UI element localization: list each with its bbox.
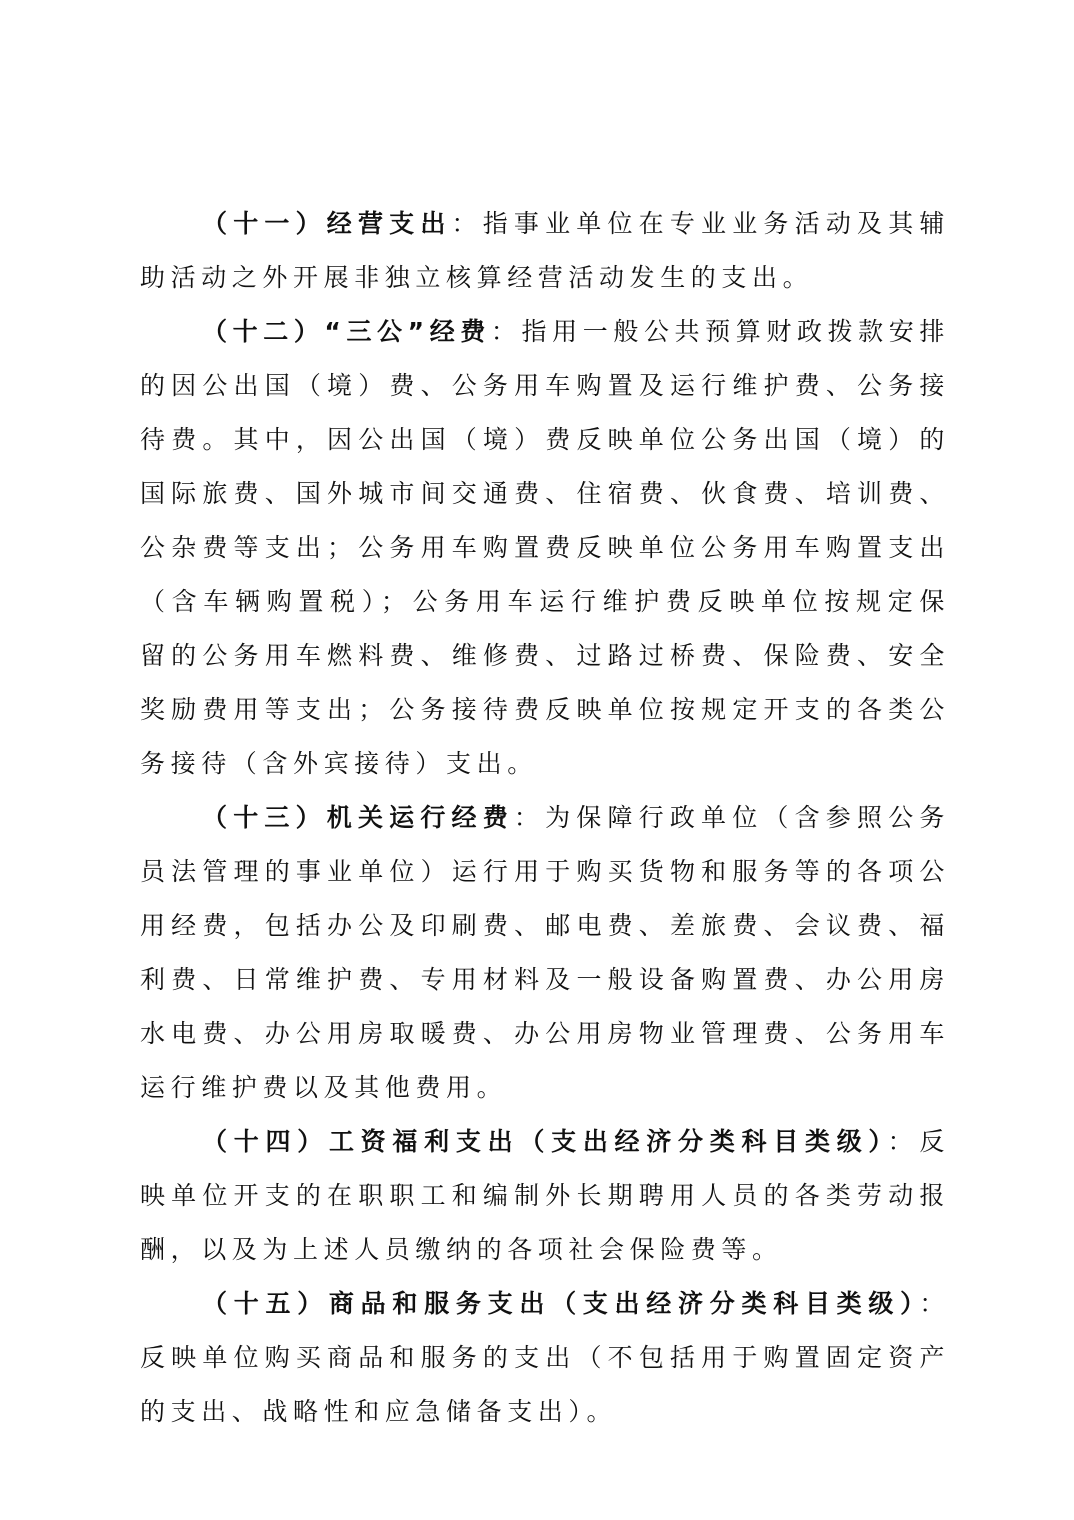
paragraph-three-public-expenses xyxy=(140,305,950,791)
document-page xyxy=(140,197,950,1439)
term-heading: （十二）“三公”经费 xyxy=(202,317,491,346)
paragraph-operating-expenditure xyxy=(140,197,950,305)
paragraph-text: ：反映单位开支的在职职工和编制外长期聘用人员的各类劳动报酬，以及为上述人员缴纳的各项社会保险费等。 xyxy=(140,1127,951,1264)
paragraph-text: ：指事业单位在专业业务活动及其辅助活动之外开展非独立核算经营活动发生的支出。 xyxy=(140,209,950,292)
paragraph-text: ：为保障行政单位（含参照公务员法管理的事业单位）运行用于购买货物和服务等的各项公用经费，包括办公及印刷费、邮电费、差旅费、会议费、福利费、日常维护费、专用材料及一般设备购置费、办公用房水电费、办公用房取暖费、办公用房物业管理费、公务用车运行维护费以及其他费用。 xyxy=(140,803,950,1102)
term-heading: （十一）经营支出 xyxy=(202,209,452,238)
term-heading: （十三）机关运行经费 xyxy=(202,803,514,832)
paragraph-wages-welfare xyxy=(140,1115,950,1277)
term-heading: （十四）工资福利支出（支出经济分类科目类级） xyxy=(202,1127,888,1156)
term-heading: （十五）商品和服务支出（支出经济分类科目类级） xyxy=(202,1289,920,1318)
paragraph-text: ：反映单位购买商品和服务的支出（不包括用于购置固定资产的支出、战略性和应急储备支出）。 xyxy=(140,1289,950,1426)
paragraph-agency-operating-expenses xyxy=(140,791,950,1115)
paragraph-goods-services xyxy=(140,1277,950,1439)
paragraph-text: ：指用一般公共预算财政拨款安排的因公出国（境）费、公务用车购置及运行维护费、公务接待费。其中，因公出国（境）费反映单位公务出国（境）的国际旅费、国外城市间交通费、住宿费、伙食费、培训费、公杂费等支出；公务用车购置费反映单位公务用车购置支出（含车辆购置税）；公务用车运行维护费反映单位按规定保留的公务用车燃料费、维修费、过路过桥费、保险费、安全奖励费用等支出；公务接待费反映单位按规定开支的各类公务接待（含外宾接待）支出。 xyxy=(140,317,950,778)
